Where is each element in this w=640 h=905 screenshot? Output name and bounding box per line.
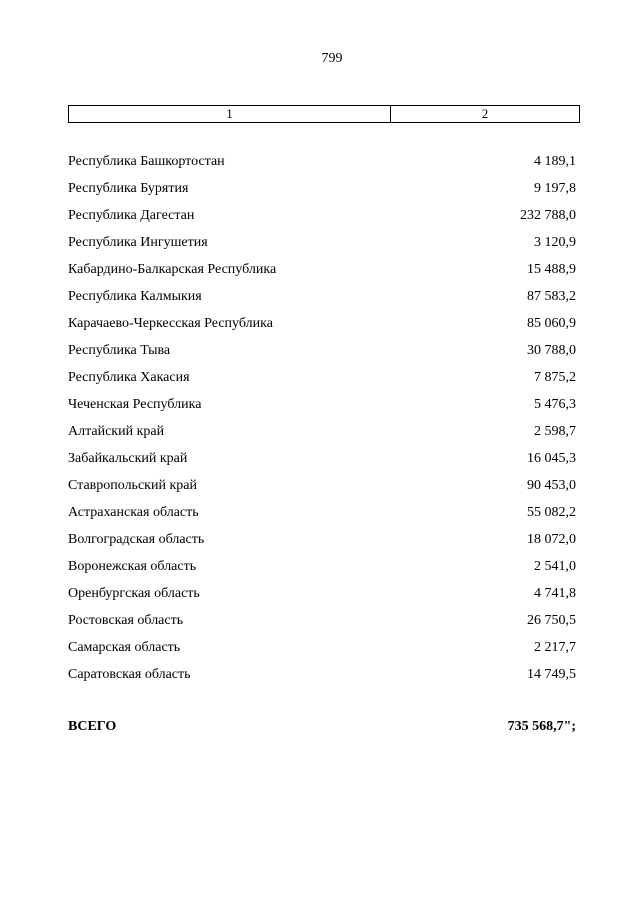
- region-list: [68, 148, 576, 688]
- table-row: [68, 364, 576, 391]
- region-name: Республика Бурятия: [68, 180, 189, 196]
- table-row: [68, 256, 576, 283]
- region-name: Оренбургская область: [68, 585, 200, 601]
- region-amount: 87 583,2: [527, 288, 576, 304]
- region-name: Волгоградская область: [68, 531, 205, 547]
- region-amount: 90 453,0: [527, 477, 576, 493]
- region-amount: 232 788,0: [520, 207, 576, 223]
- region-amount: 85 060,9: [527, 315, 576, 331]
- table-row: [68, 472, 576, 499]
- table-row: [68, 634, 576, 661]
- region-amount: 30 788,0: [527, 342, 576, 358]
- region-amount: 15 488,9: [527, 261, 576, 277]
- region-name: Самарская область: [68, 639, 181, 655]
- region-name: Ростовская область: [68, 612, 184, 628]
- region-amount: 18 072,0: [527, 531, 576, 547]
- total-amount: 735 568,7";: [507, 719, 576, 734]
- total-row: [68, 716, 576, 738]
- table-row: [68, 202, 576, 229]
- region-amount: 4 741,8: [534, 585, 576, 601]
- table-row: [68, 310, 576, 337]
- region-name: Карачаево-Черкесская Республика: [68, 315, 273, 331]
- region-name: Воронежская область: [68, 558, 197, 574]
- table-row: [68, 580, 576, 607]
- table-row: [68, 553, 576, 580]
- region-name: Алтайский край: [68, 423, 165, 439]
- column-header-table: [68, 105, 580, 123]
- page-number: 799: [321, 51, 343, 66]
- table-row: [68, 526, 576, 553]
- region-name: Кабардино-Балкарская Республика: [68, 261, 277, 277]
- region-name: Республика Башкортостан: [68, 153, 225, 169]
- region-name: Республика Дагестан: [68, 207, 195, 223]
- region-amount: 2 598,7: [534, 423, 576, 439]
- region-amount: 3 120,9: [534, 234, 576, 250]
- region-amount: 7 875,2: [534, 369, 576, 385]
- table-row: [68, 418, 576, 445]
- table-row: [68, 148, 576, 175]
- table-row: [68, 175, 576, 202]
- region-name: Республика Тыва: [68, 342, 171, 358]
- table-row: [68, 283, 576, 310]
- region-amount: 55 082,2: [527, 504, 576, 520]
- region-amount: 2 217,7: [534, 639, 576, 655]
- total-label: ВСЕГО: [68, 719, 117, 734]
- region-name: Ставропольский край: [68, 477, 197, 493]
- region-name: Республика Хакасия: [68, 369, 190, 385]
- region-name: Астраханская область: [68, 504, 199, 520]
- region-amount: 14 749,5: [527, 666, 576, 682]
- region-name: Чеченская Республика: [68, 396, 202, 412]
- region-name: Республика Калмыкия: [68, 288, 202, 304]
- region-amount: 2 541,0: [534, 558, 576, 574]
- region-amount: 4 189,1: [534, 153, 576, 169]
- region-name: Забайкальский край: [68, 450, 188, 466]
- region-amount: 5 476,3: [534, 396, 576, 412]
- table-row: [68, 229, 576, 256]
- region-amount: 26 750,5: [527, 612, 576, 628]
- column-header-2: 2: [481, 106, 489, 121]
- table-row: [68, 661, 576, 688]
- region-name: Саратовская область: [68, 666, 191, 682]
- table-row: [68, 337, 576, 364]
- table-row: [68, 445, 576, 472]
- table-row: [68, 391, 576, 418]
- region-name: Республика Ингушетия: [68, 234, 208, 250]
- region-amount: 9 197,8: [534, 180, 576, 196]
- table-row: [68, 607, 576, 634]
- region-amount: 16 045,3: [527, 450, 576, 466]
- table-row: [68, 499, 576, 526]
- column-header-1: 1: [69, 106, 391, 122]
